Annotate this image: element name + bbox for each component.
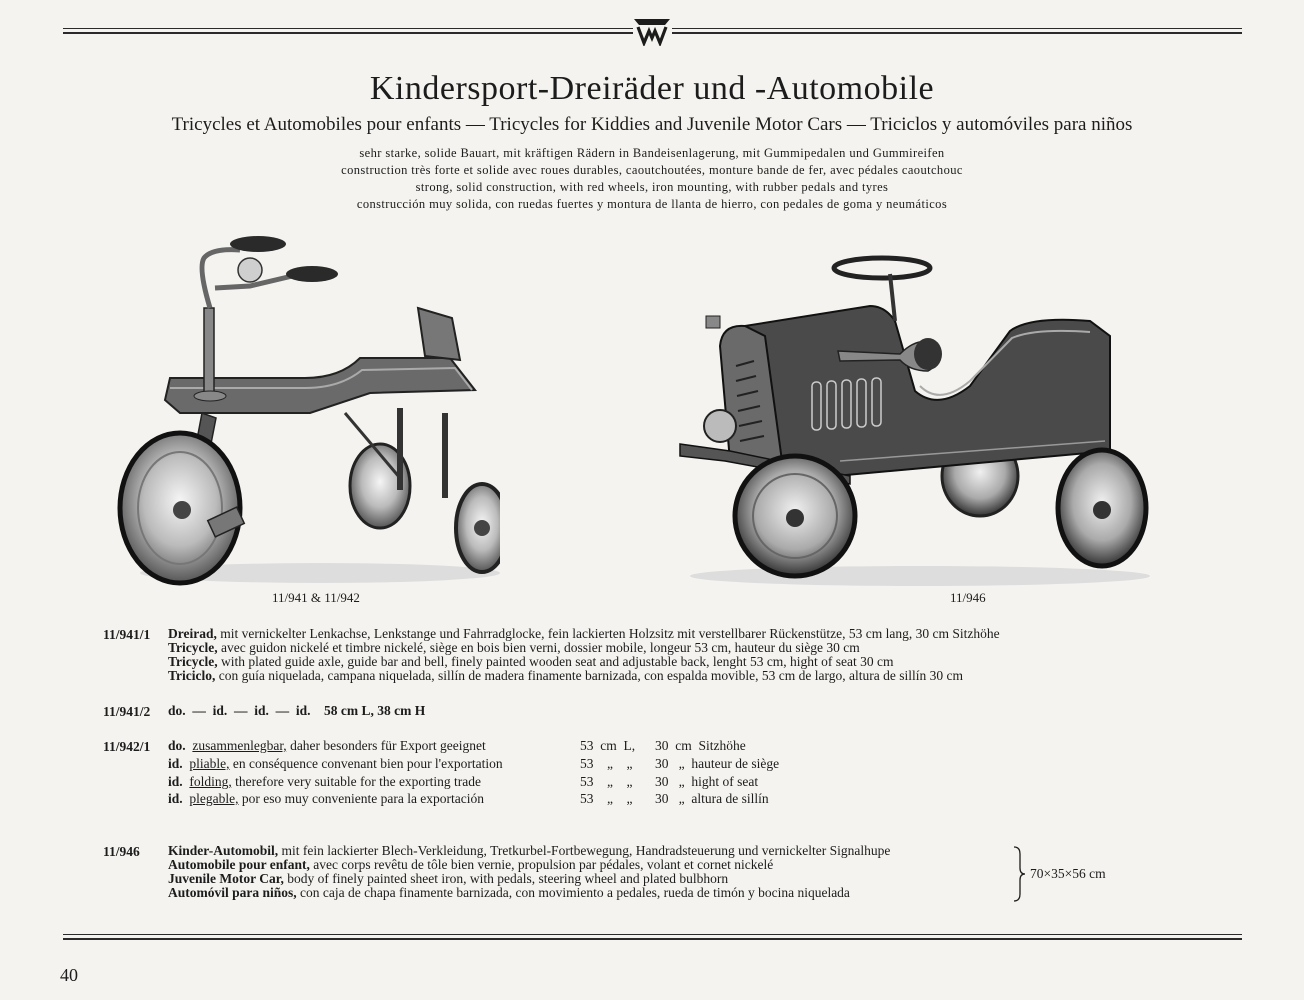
description-german: sehr starke, solide Bauart, mit kräftigen Rädern in Bandeisenlagerung, mit Gummipedalen und Gummireifen [359,146,945,160]
item-line: Automóvil para niños, con caja de chapa finamente barnizada, con movimiento a pedales, rueda de timón y bocina niquelada [168,885,850,900]
description-spanish: construcción muy solida, con ruedas fuertes y montura de llanta de hierro, con pedales de goma y neumáticos [356,197,948,211]
car-caption: 11/946 [950,590,986,605]
bottom-rule [63,934,1242,942]
pedal-car-illustration [670,246,1170,586]
page-number: 40 [60,965,78,985]
item-line: id. folding, therefore very suitable for the exporting trade [168,774,482,789]
tricycle-caption: 11/941 & 11/942 [272,590,360,605]
item-height: 30 „ hight of seat [655,774,759,789]
item-size: 53 „ „ [580,774,633,789]
item-line: id. plegable, por eso muy conveniente para la exportación [168,791,485,806]
car-dimensions: 70×35×56 cm [1030,866,1106,881]
item-line: Triciclo, con guía niquelada, campana niquelada, sillín de madera finamente barnizada, con espalda movible, 53 cm de largo, altura de sillín 30 cm [168,668,963,683]
item-height: 30 „ altura de sillín [655,791,769,806]
top-rule-right [672,28,1242,36]
item-number: 11/941/1 [103,627,151,642]
item-line: Kinder-Automobil, mit fein lackierter Blech-Verkleidung, Tretkurbel-Fortbewegung, Handradsteuerung und vernickelter Signalhupe [168,843,891,858]
item-line: Dreirad, mit vernickelter Lenkachse, Lenkstange und Fahrradglocke, fein lackierten Holzsitz mit verstellbarer Rückenstütze, 53 cm lang, 30 cm Sitzhöhe [168,626,1000,641]
item-size: 53 „ „ [580,756,633,771]
item-line: Tricycle, with plated guide axle, guide bar and bell, finely painted wooden seat and adjustable back, lenght 53 cm, hight of seat 30 cm [168,654,894,669]
item-line: Tricycle, avec guidon nickelé et timbre nickelé, siège en bois bien verni, dossier mobile, longeur 53 cm, hauteur du siège 30 cm [168,640,860,655]
item-line: Automobile pour enfant, avec corps revêtu de tôle bien vernie, propulsion par pédales, volant et cornet nickelé [168,857,774,872]
top-rule-left [63,28,633,36]
tricycle-illustration [100,228,500,588]
brand-logo-icon [631,16,673,46]
item-line: do. — id. — id. — id. 58 cm L, 38 cm H [168,703,426,718]
brace-icon [1012,846,1026,902]
item-number: 11/946 [103,844,140,859]
description-english: strong, solid construction, with red wheels, iron mounting, with rubber pedals and tyres [415,180,889,194]
page-subtitle: Tricycles et Automobiles pour enfants — Tricycles for Kiddies and Juvenile Motor Cars — Triciclos y automóviles para niños [171,114,1133,135]
item-line: id. pliable, en conséquence convenant bien pour l'exportation [168,756,503,771]
page-title: Kindersport-Dreiräder und -Automobile [369,70,935,107]
item-size: 53 „ „ [580,791,633,806]
item-height: 30 cm Sitzhöhe [655,738,746,753]
description-french: construction très forte et solide avec roues durables, caoutchoutées, monture bande de fer, avec pédales caoutchouc [341,163,963,177]
item-size: 53 cm L, [580,738,636,753]
item-line: Juvenile Motor Car, body of finely painted sheet iron, with pedals, steering wheel and plated bulbhorn [168,871,729,886]
item-number: 11/941/2 [103,704,151,719]
item-line: do. zusammenlegbar, daher besonders für Export geeignet [168,738,486,753]
item-number: 11/942/1 [103,739,151,754]
item-height: 30 „ hauteur de siège [655,756,780,771]
